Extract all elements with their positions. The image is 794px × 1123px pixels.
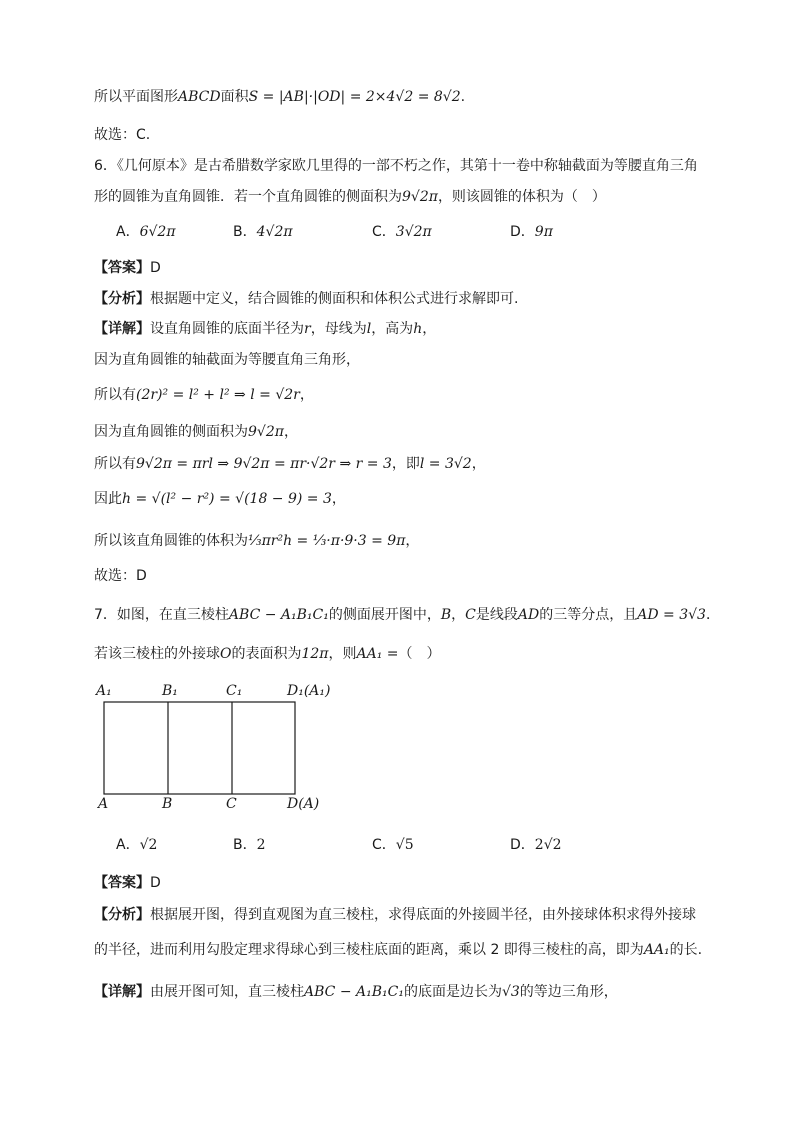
q7-stem-line2	[94, 645, 441, 663]
label-a: A	[98, 796, 109, 812]
q6-detail-s6	[94, 532, 419, 550]
text: 因为直角圆锥的侧面积为	[94, 424, 248, 440]
text: 设直角圆锥的底面半径为	[150, 321, 304, 337]
text: 面积	[220, 89, 249, 105]
q7-option-d	[510, 836, 562, 854]
text: 的表面积为	[231, 646, 302, 662]
q7-analysis-line2	[94, 941, 702, 959]
analysis-tag: 【分析】	[94, 291, 150, 307]
label-b1: B₁	[162, 683, 178, 699]
math-label: ABCD	[178, 89, 221, 105]
q6-option-b	[233, 223, 293, 241]
option-value: 3√2π	[395, 224, 432, 240]
option-value: √5	[395, 837, 414, 853]
answer-value: D	[150, 875, 161, 891]
math-formula: 9√2π = πrl ⇒ 9√2π = πr·√2r ⇒ r = 3	[136, 456, 392, 472]
math-point: O	[220, 646, 232, 662]
q7-stem-line1	[94, 606, 720, 624]
q6-analysis	[94, 290, 518, 308]
option-value: 4√2π	[256, 224, 293, 240]
label-c1: C₁	[226, 683, 243, 699]
analysis-tag: 【分析】	[94, 907, 150, 923]
text: ，则该圆锥的体积为（ ）	[437, 189, 606, 205]
option-value: 6√2π	[139, 224, 176, 240]
text: 7．如图，在直三棱柱	[94, 607, 229, 623]
text: （ ）	[398, 646, 441, 662]
detail-tag: 【详解】	[94, 321, 150, 337]
unfolded-prism-figure	[90, 678, 350, 818]
text: ，	[471, 456, 486, 472]
math-formula: ⅓πr²h = ⅓·π·9·3 = 9π	[248, 533, 406, 549]
prev-area-line	[94, 88, 465, 106]
q6-choice: 故选：D	[94, 568, 147, 584]
text: 由展开图可知，直三棱柱	[150, 984, 304, 1000]
label-d: D(A)	[287, 796, 320, 812]
q6-stem-line1: 6．《几何原本》是古希腊数学家欧几里得的一部不朽之作，其第十一卷中称轴截面为等腰直角三角	[94, 158, 698, 174]
label-b: B	[162, 796, 173, 812]
q6-detail-s1: 因为直角圆锥的轴截面为等腰直角三角形，	[94, 352, 360, 368]
analysis-text: 根据展开图，得到直观图为直三棱柱，求得底面的外接圆半径，由外接球体积求得外接球	[150, 907, 696, 923]
text: 的等边三角形，	[519, 984, 618, 1000]
math-length: AD = 3√3	[637, 607, 706, 623]
text: 的三等分点，且	[539, 607, 638, 623]
q6-option-c	[372, 223, 432, 241]
option-label: A．	[116, 837, 140, 853]
text: ，高为	[371, 321, 414, 337]
answer-tag: 【答案】	[94, 260, 150, 276]
answer-value: D	[150, 260, 161, 276]
text: 所以有	[94, 387, 136, 403]
math-prism: ABC − A₁B₁C₁	[228, 607, 329, 623]
math-h: h	[413, 321, 423, 337]
math-point: C	[465, 607, 476, 623]
outer-rectangle	[104, 702, 295, 794]
text: 所以平面图形	[94, 89, 178, 105]
option-label: A．	[116, 224, 140, 240]
analysis-text: 的半径，进而利用勾股定理求得球心到三棱柱底面的距离，乘以 2 即得三棱柱的高，即为	[94, 942, 644, 958]
q6-detail-s4	[94, 455, 486, 473]
analysis-text: 根据题中定义，结合圆锥的侧面积和体积公式进行求解即可.	[150, 291, 519, 307]
q6-option-a	[116, 223, 176, 241]
option-label: B．	[233, 224, 257, 240]
option-value: 2√2	[534, 837, 562, 853]
q7-option-b	[233, 836, 266, 854]
option-label: D．	[510, 837, 535, 853]
math-segment: AD	[517, 607, 540, 623]
option-value: 2	[256, 837, 266, 853]
text: .	[460, 89, 466, 105]
text: 若该三棱柱的外接球	[94, 646, 220, 662]
math-segment: AA₁ =	[356, 646, 399, 662]
text: ，即	[391, 456, 420, 472]
text: ，	[331, 491, 346, 507]
q7-option-c	[372, 836, 414, 854]
area-formula: S = |AB|·|OD| = 2×4√2 = 8√2	[248, 89, 461, 105]
math-prism: ABC − A₁B₁C₁	[304, 984, 404, 1000]
q6-option-d	[510, 223, 553, 241]
text: 因此	[94, 491, 122, 507]
text: 的底面是边长为	[403, 984, 502, 1000]
text: 所以该直角圆锥的体积为	[94, 533, 248, 549]
math-formula: h = √(l² − r²) = √(18 − 9) = 3	[122, 491, 332, 507]
q6-detail-s5	[94, 490, 346, 508]
label-c: C	[226, 796, 237, 812]
text: ，	[283, 424, 298, 440]
answer-tag: 【答案】	[94, 875, 150, 891]
option-label: C．	[372, 224, 396, 240]
text: ，	[299, 387, 314, 403]
q6-answer	[94, 259, 161, 277]
text: ．	[705, 607, 720, 623]
text: ，	[422, 321, 437, 337]
math-formula: l = 3√2	[419, 456, 472, 472]
q7-answer	[94, 874, 161, 892]
text: 是线段	[475, 607, 518, 623]
option-value: √2	[139, 837, 158, 853]
math-formula: (2r)² = l² + l² ⇒ l = √2r	[136, 387, 300, 403]
label-d1: D₁(A₁)	[287, 683, 331, 699]
q6-detail-line1	[94, 320, 436, 338]
q6-stem-line2	[94, 188, 606, 206]
text: ，则	[328, 646, 357, 662]
q6-detail-s2	[94, 386, 314, 404]
math-point: B	[440, 607, 452, 623]
option-label: C．	[372, 837, 396, 853]
option-label: D．	[510, 224, 535, 240]
text: 的侧面展开图中，	[328, 607, 441, 623]
text: ，	[451, 607, 466, 623]
math-l: l	[366, 321, 372, 337]
option-label: B．	[233, 837, 257, 853]
math-value: 9√2π	[402, 189, 438, 205]
math-r: r	[304, 321, 311, 337]
q7-option-a	[116, 836, 157, 854]
text: 形的圆锥为直角圆锥．若一个直角圆锥的侧面积为	[94, 189, 402, 205]
text: 所以有	[94, 456, 136, 472]
math-area: 12π	[301, 646, 329, 662]
q7-detail-line1	[94, 983, 618, 1001]
math-length: √3	[501, 984, 520, 1000]
text: ，母线为	[310, 321, 367, 337]
text: ，	[405, 533, 420, 549]
math-formula: 9√2π	[248, 424, 284, 440]
q7-analysis-line1	[94, 906, 696, 924]
text: 的长.	[669, 942, 703, 958]
label-a1: A₁	[96, 683, 112, 699]
detail-tag: 【详解】	[94, 984, 150, 1000]
q6-detail-s3	[94, 423, 298, 441]
prev-choice: 故选：C.	[94, 127, 151, 143]
math-segment: AA₁	[643, 942, 670, 958]
option-value: 9π	[534, 224, 553, 240]
